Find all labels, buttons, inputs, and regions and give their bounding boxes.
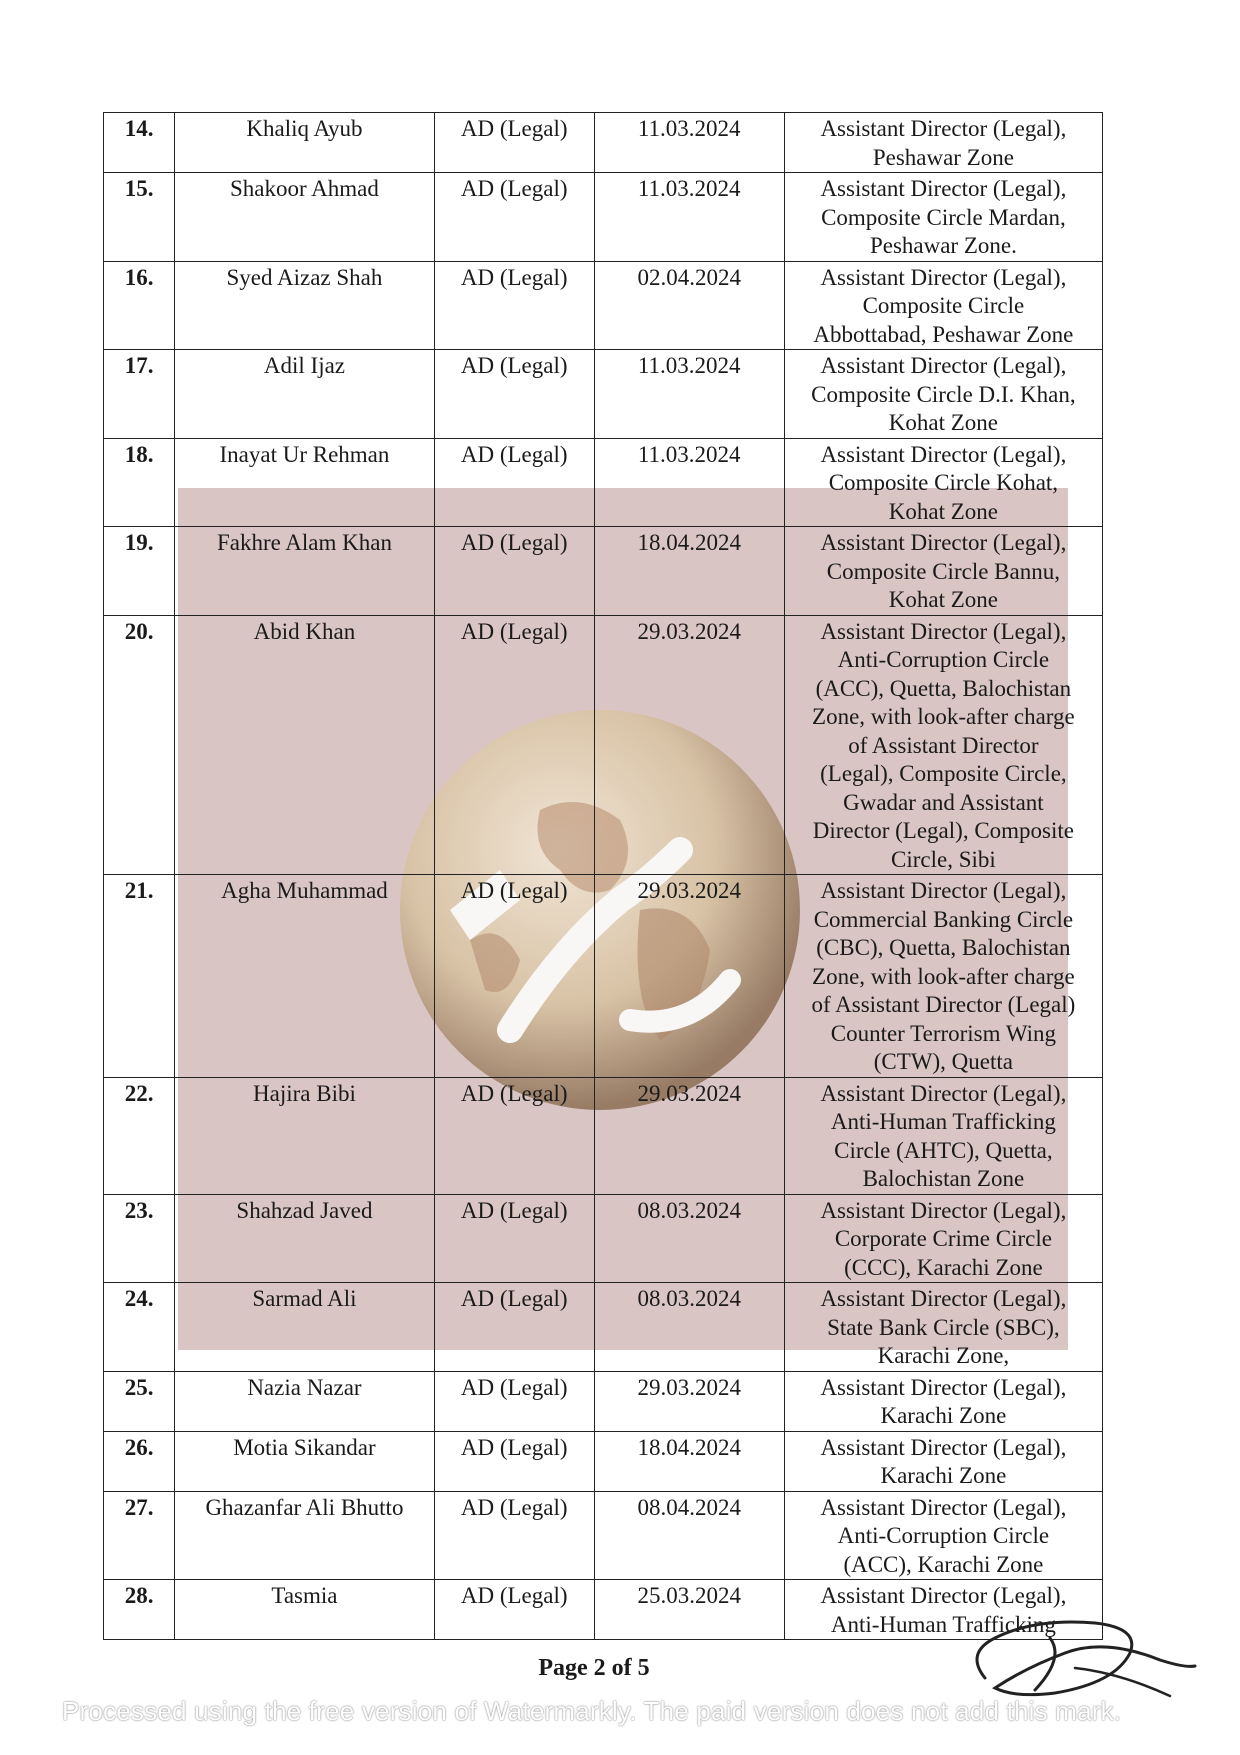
posting-line: Anti-Human Trafficking [830,1109,1056,1134]
posting-cell [784,1077,1102,1194]
date-cell: 29.03.2024 [594,1077,784,1194]
date-cell: 08.04.2024 [594,1491,784,1580]
name-cell: Agha Muhammad [175,875,435,1078]
posting-line: Kohat Zone [888,410,998,435]
posting-line: Peshawar Zone [872,144,1014,170]
date-cell: 25.03.2024 [594,1580,784,1640]
posting-line: Kohat Zone [888,498,998,524]
date-cell: 11.03.2024 [594,113,784,173]
posting-line: Kohat Zone [888,587,998,612]
posting-cell [784,113,1102,173]
posting-cell [784,527,1102,616]
designation-cell: AD (Legal) [434,350,594,439]
posting-line: Counter Terrorism Wing [830,1020,1057,1046]
serial-number-cell: 17. [104,350,175,439]
posting-line: Anti-Corruption Circle [837,647,1050,672]
date-cell: 11.03.2024 [594,350,784,439]
name-cell: Hajira Bibi [175,1077,435,1194]
serial-number-cell: 14. [104,113,175,173]
table-row [104,1194,1103,1283]
name-cell: Shahzad Javed [175,1194,435,1283]
designation-cell: AD (Legal) [434,1491,594,1580]
date-cell: 29.03.2024 [594,875,784,1078]
designation-cell: AD (Legal) [434,875,594,1078]
posting-cell [784,261,1102,350]
posting-line: of Assistant Director [848,732,1039,758]
posting-line: Assistant Director (Legal), [820,116,1067,141]
serial-number-cell: 21. [104,875,175,1078]
posting-line: Composite Circle [862,293,1025,318]
table-row [104,173,1103,262]
posting-line: State Bank Circle (SBC), [827,1314,1060,1340]
posting-line: Circle, Sibi [891,846,996,872]
posting-line: Assistant Director (Legal), [820,1286,1067,1311]
posting-line: Assistant Director (Legal), [820,1197,1067,1223]
date-cell: 08.03.2024 [594,1283,784,1372]
posting-line: (ACC), Quetta, Balochistan [815,675,1072,701]
designation-cell: AD (Legal) [434,173,594,262]
serial-number-cell: 27. [104,1491,175,1580]
posting-cell [784,1283,1102,1372]
posting-line: (ACC), Karachi Zone [843,1551,1044,1577]
designation-cell: AD (Legal) [434,438,594,527]
name-cell: Fakhre Alam Khan [175,527,435,616]
serial-number-cell: 28. [104,1580,175,1640]
table-row [104,438,1103,527]
name-cell: Ghazanfar Ali Bhutto [175,1491,435,1580]
name-cell: Shakoor Ahmad [175,173,435,262]
table-row [104,1077,1103,1194]
posting-cell [784,1491,1102,1580]
serial-number-cell: 16. [104,261,175,350]
processing-watermark-text: Processed using the free version of Watermarkly. The paid version does not add this mark. [62,1696,1122,1726]
posting-line: Peshawar Zone. [869,233,1017,258]
posting-line: Assistant Director (Legal), [820,1374,1067,1400]
posting-line: Composite Circle D.I. Khan, [811,381,1076,407]
table-row [104,113,1103,173]
table-row [104,1431,1103,1491]
table-row [104,1371,1103,1431]
serial-number-cell: 26. [104,1431,175,1491]
posting-cell [784,615,1102,875]
posting-line: Zone, with look-after charge [812,963,1075,989]
name-cell: Nazia Nazar [175,1371,435,1431]
posting-line: (Legal), Composite Circle, [820,761,1067,786]
table-row [104,350,1103,439]
posting-line: Karachi Zone, [877,1343,1010,1368]
serial-number-cell: 18. [104,438,175,527]
posting-line: Assistant Director (Legal), [820,264,1067,290]
table-row [104,1491,1103,1580]
designation-cell: AD (Legal) [434,1580,594,1640]
table-row [104,1283,1103,1372]
serial-number-cell: 23. [104,1194,175,1283]
date-cell: 11.03.2024 [594,438,784,527]
table-row [104,1580,1103,1640]
posting-line: Assistant Director (Legal), [820,353,1067,378]
posting-line: Zone, with look-after charge [812,704,1075,729]
designation-cell: AD (Legal) [434,1371,594,1431]
date-cell: 29.03.2024 [594,615,784,875]
posting-line: Corporate Crime Circle [834,1226,1052,1251]
posting-cell [784,438,1102,527]
posting-line: (CTW), Quetta [873,1049,1013,1074]
name-cell: Tasmia [175,1580,435,1640]
posting-line: Assistant Director (Legal), [820,176,1067,201]
name-cell: Inayat Ur Rehman [175,438,435,527]
posting-line: Balochistan Zone [862,1166,1025,1191]
posting-line: (CBC), Quetta, Balochistan [816,935,1071,960]
posting-line: Commercial Banking Circle [813,906,1074,932]
posting-line: Assistant Director (Legal), [820,618,1067,644]
date-cell: 18.04.2024 [594,527,784,616]
posting-line: Assistant Director (Legal), [820,1583,1067,1608]
serial-number-cell: 19. [104,527,175,616]
posting-line: Assistant Director (Legal), [820,530,1067,555]
posting-line: Karachi Zone [880,1463,1007,1488]
posting-cell [784,173,1102,262]
designation-cell: AD (Legal) [434,1431,594,1491]
date-cell: 08.03.2024 [594,1194,784,1283]
posting-line: Assistant Director (Legal), [820,1434,1067,1460]
name-cell: Syed Aizaz Shah [175,261,435,350]
table-row [104,875,1103,1078]
posting-line: of Assistant Director (Legal) [811,992,1076,1017]
posting-line: Anti-Corruption Circle [837,1523,1050,1548]
designation-cell: AD (Legal) [434,261,594,350]
posting-line: Assistant Director (Legal), [820,1080,1067,1106]
name-cell: Motia Sikandar [175,1431,435,1491]
posting-line: Gwadar and Assistant [843,789,1044,815]
posting-cell [784,1431,1102,1491]
posting-line: Director (Legal), Composite [812,818,1074,843]
date-cell: 11.03.2024 [594,173,784,262]
name-cell: Khaliq Ayub [175,113,435,173]
designation-cell: AD (Legal) [434,615,594,875]
serial-number-cell: 15. [104,173,175,262]
posting-line: Abbottabad, Peshawar Zone [813,321,1074,347]
posting-cell [784,1371,1102,1431]
name-cell: Sarmad Ali [175,1283,435,1372]
posting-line: Assistant Director (Legal), [820,878,1067,903]
table-row [104,615,1103,875]
serial-number-cell: 25. [104,1371,175,1431]
posting-line: (CCC), Karachi Zone [844,1254,1043,1280]
posting-line: Circle (AHTC), Quetta, [834,1137,1053,1163]
posting-line: Composite Circle Bannu, [826,558,1060,584]
date-cell: 29.03.2024 [594,1371,784,1431]
name-cell: Abid Khan [175,615,435,875]
posting-cell [784,1194,1102,1283]
posting-line: Anti-Human Trafficking [830,1611,1056,1637]
posting-line: Assistant Director (Legal), [820,1494,1067,1520]
posting-line: Assistant Director (Legal), [820,441,1067,467]
posting-line: Composite Circle Kohat, [828,470,1059,495]
posting-cell [784,350,1102,439]
serial-number-cell: 22. [104,1077,175,1194]
posting-table [103,112,1103,1640]
posting-line: Composite Circle Mardan, [821,204,1066,230]
name-cell: Adil Ijaz [175,350,435,439]
serial-number-cell: 24. [104,1283,175,1372]
table-row [104,527,1103,616]
designation-cell: AD (Legal) [434,1077,594,1194]
posting-line: Karachi Zone [880,1403,1007,1428]
designation-cell: AD (Legal) [434,113,594,173]
date-cell: 18.04.2024 [594,1431,784,1491]
designation-cell: AD (Legal) [434,1283,594,1372]
designation-cell: AD (Legal) [434,1194,594,1283]
page-number: Page 2 of 5 [538,1655,650,1681]
serial-number-cell: 20. [104,615,175,875]
date-cell: 02.04.2024 [594,261,784,350]
designation-cell: AD (Legal) [434,527,594,616]
posting-cell [784,875,1102,1078]
table-row [104,261,1103,350]
